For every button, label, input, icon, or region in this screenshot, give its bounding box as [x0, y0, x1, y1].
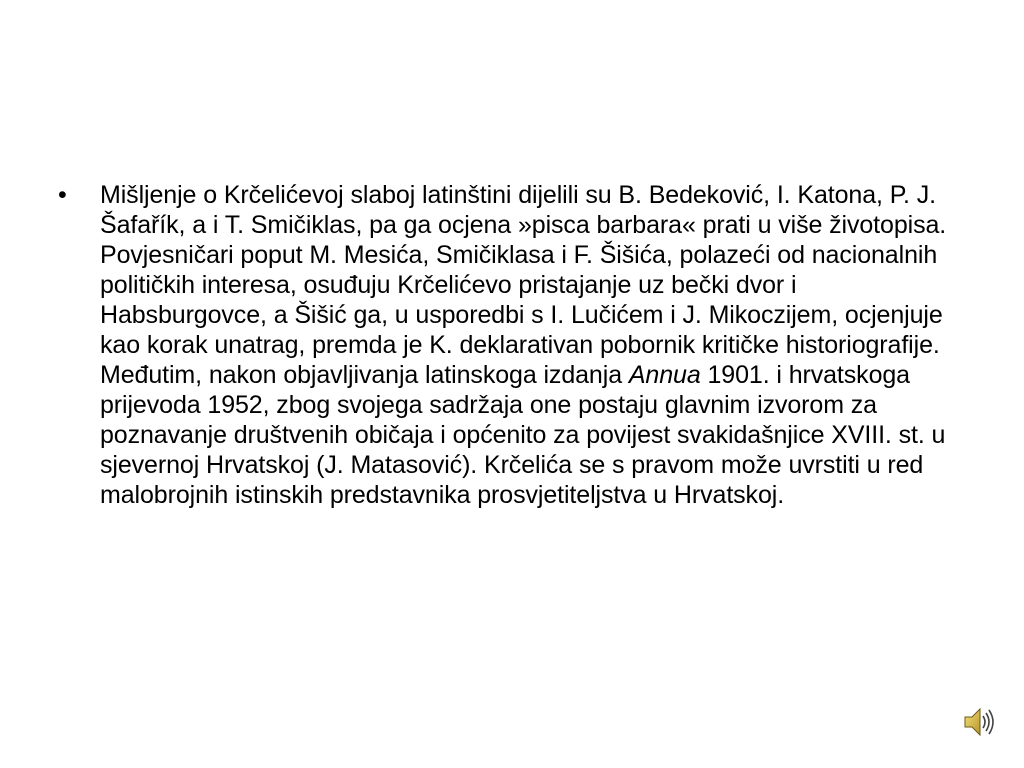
italic-title: Annua — [628, 361, 701, 389]
paragraph-text-end: 1901. i hrvatskoga prijevoda 1952, zbog svojega sadržaja one postaju glavnim izvorom za poznavanje društvenih običaja i općenito za povijest svakidašnjice XVIII. st. u sjevernoj Hrvatskoj (J. Matasović). Krčelića se s pravom može uvrstiti u red malobrojnih istinskih predstavnika prosvjetiteljstva u Hrvatskoj. — [100, 361, 946, 509]
speaker-icon[interactable] — [962, 705, 996, 739]
paragraph-text-start: Mišljenje o Krčelićevoj slaboj latinštini dijelili su B. Bedeković, I. Katona, P. J. Šafařík, a i T. Smičiklas, pa ga ocjena »pisca barbara« prati u više životopisa. Povjesničari poput M. Mesića, Smičiklasa i F. Šišića, polazeći od nacionalnih političkih interesa, osuđuju Krčelićevo pristajanje uz bečki dvor i Habsburgovce, a Šišić ga, u usporedbi s I. Lučićem i J. Mikoczijem, ocjenjuje kao korak unatrag, premda je K. deklarativan pobornik kritičke historiografije. Međutim, nakon objavljivanja latinskoga izdanja — [100, 181, 947, 389]
bullet-text — [100, 180, 950, 510]
bullet-list — [58, 180, 958, 510]
bullet-item — [58, 180, 958, 510]
bullet-mark: • — [58, 181, 67, 209]
